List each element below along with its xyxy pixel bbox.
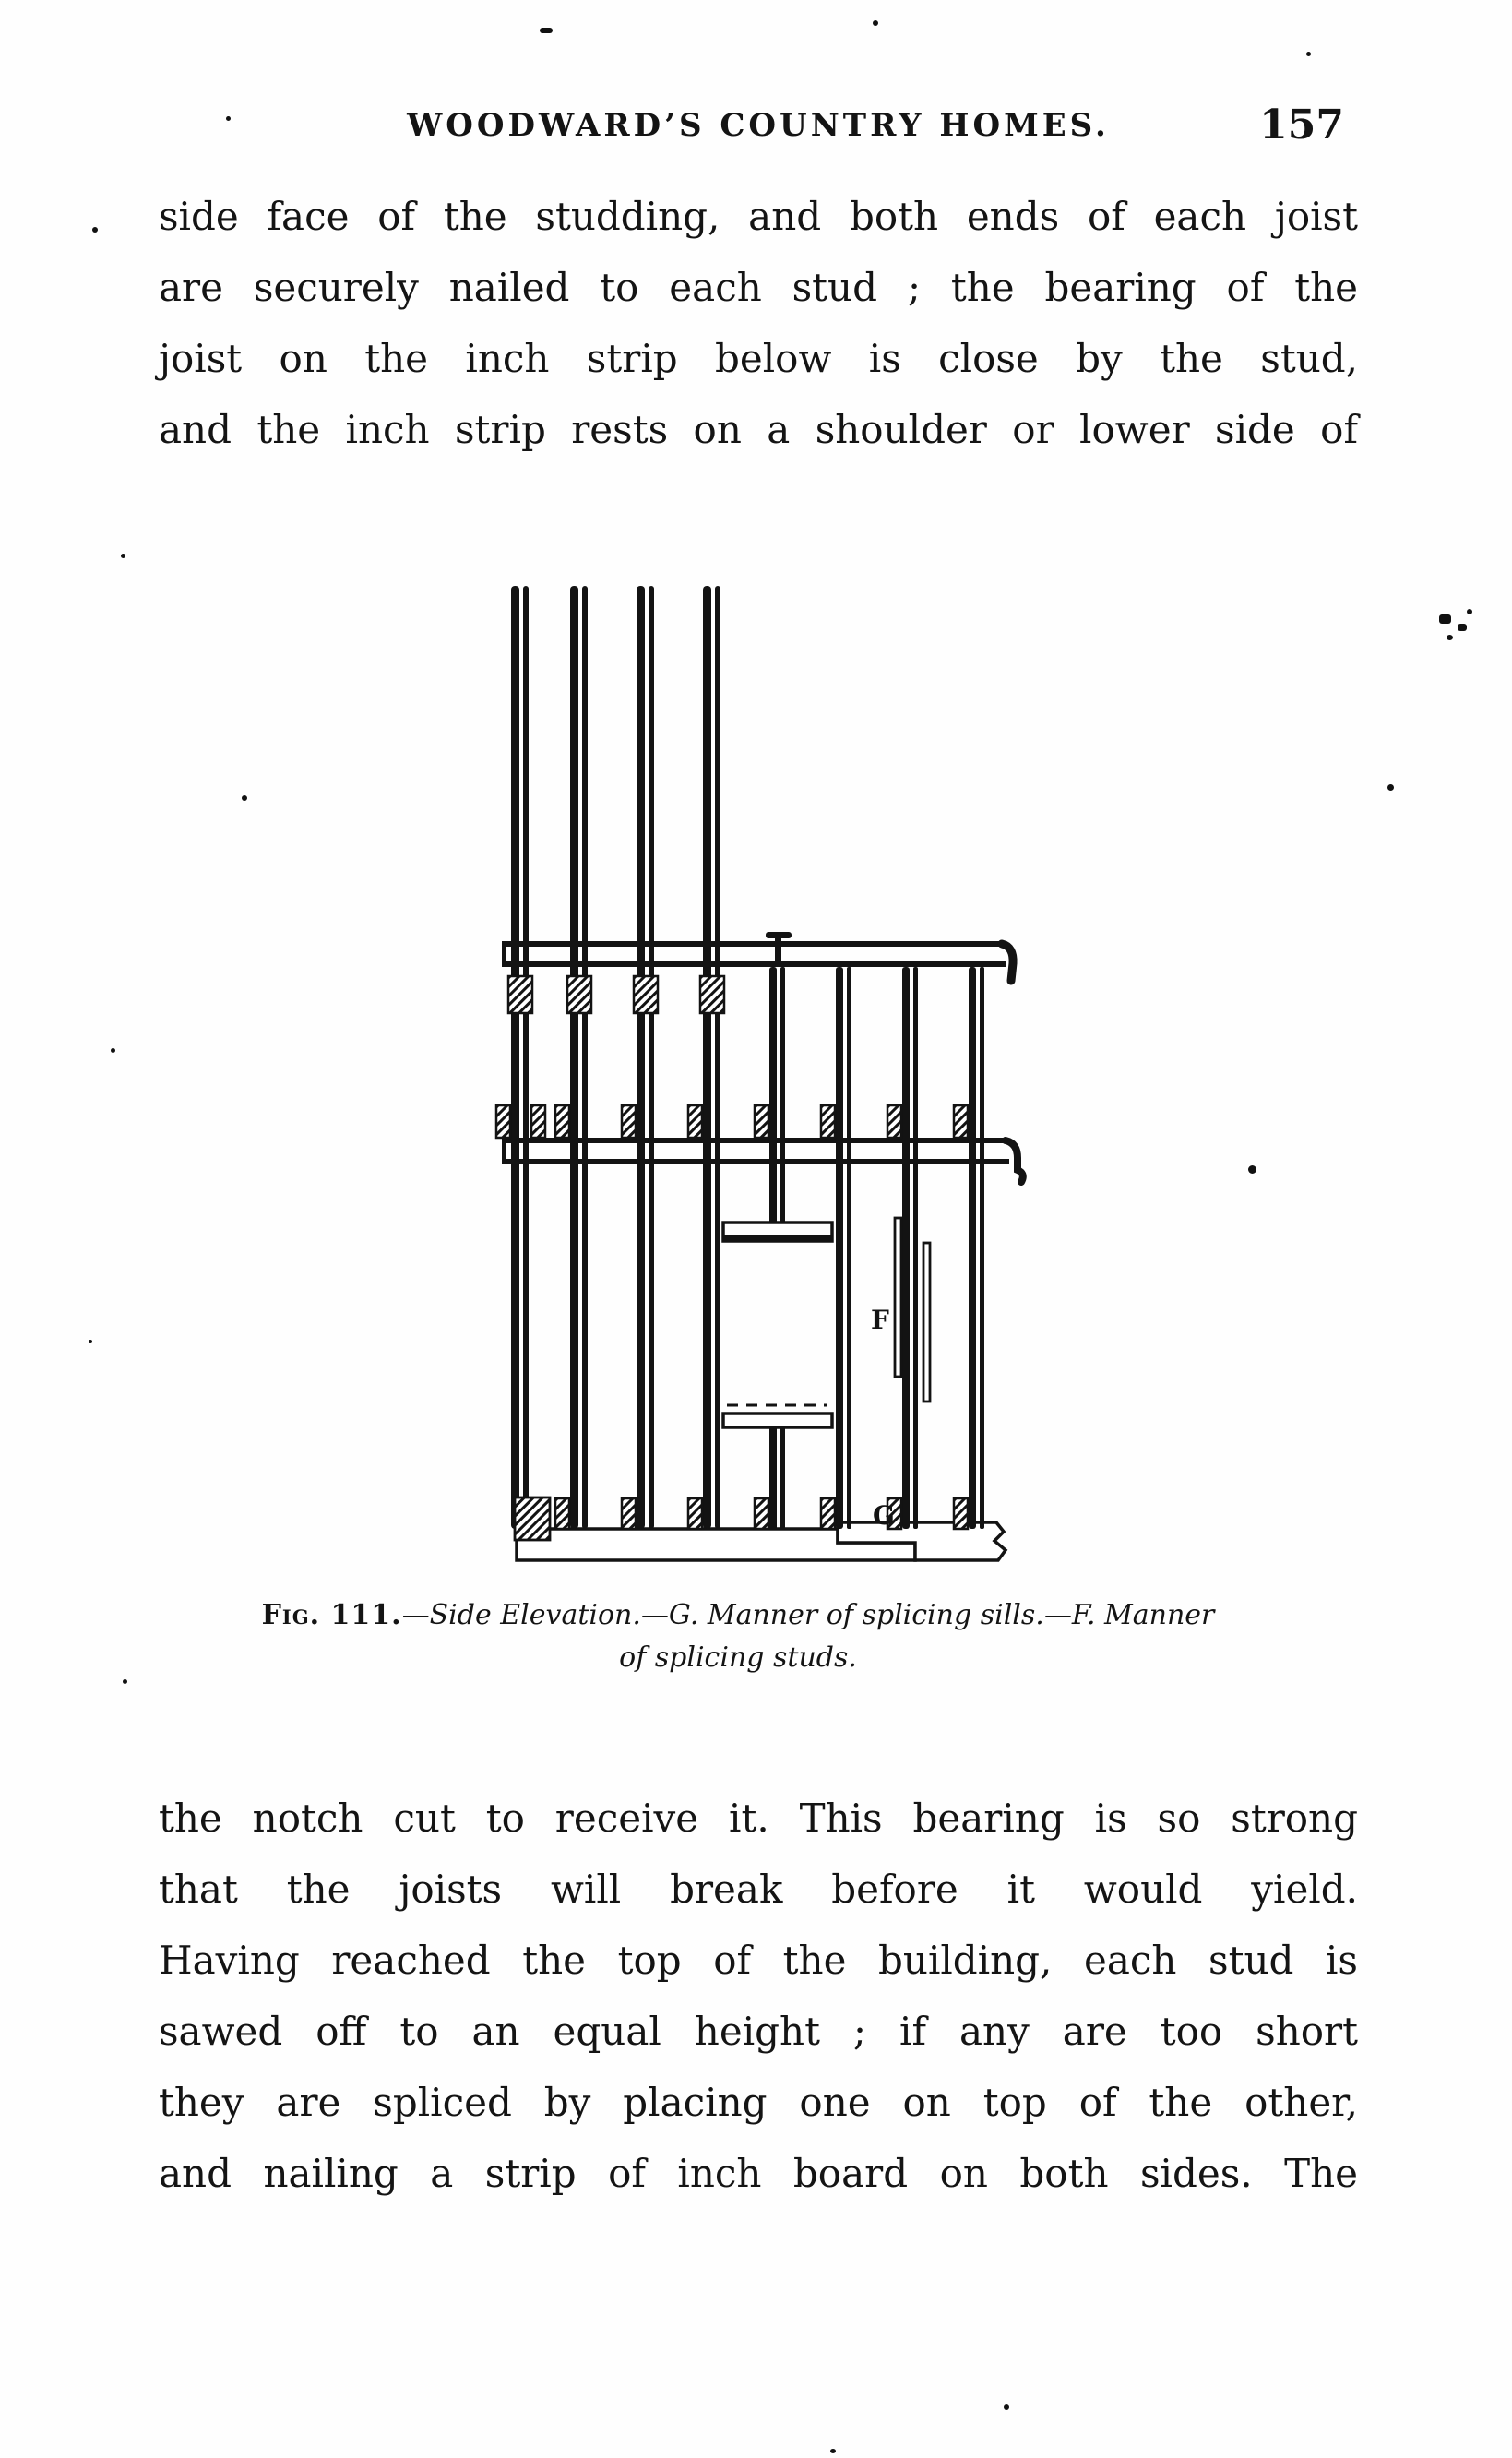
figure-caption	[129, 1594, 1347, 1679]
ink-speck	[123, 1679, 127, 1684]
window-cripple-stud	[769, 967, 785, 1529]
ink-speck	[1306, 52, 1311, 56]
window-sill	[723, 1414, 832, 1427]
text-line: sawed off to an equal height ; if any are too short	[159, 2009, 1358, 2054]
ink-speck	[540, 28, 553, 33]
figure-111-drawing	[489, 563, 1042, 1578]
figure-111	[489, 563, 1042, 1578]
text-line: and the inch strip rests on a shoulder or lower side of	[159, 407, 1358, 452]
text-line: they are spliced by placing one on top of the other,	[159, 2080, 1358, 2125]
tall-studs	[511, 586, 720, 1529]
label-g: G	[873, 1500, 895, 1531]
text-line: Having reached the top of the building, each stud is	[159, 1938, 1358, 1983]
text-line: are securely nailed to each stud ; the bearing of the	[159, 265, 1358, 310]
ink-blot	[1439, 614, 1451, 624]
text-line: and nailing a strip of inch board on both sides. The	[159, 2151, 1358, 2196]
ink-blot	[1447, 635, 1453, 640]
ink-speck	[111, 1048, 115, 1053]
window-opening	[723, 1223, 832, 1427]
ink-speck	[121, 554, 125, 558]
text-line: side face of the studding, and both ends of each joist	[159, 194, 1358, 239]
ink-blot	[1467, 609, 1472, 614]
sill-end-splice-block	[515, 1497, 550, 1540]
ink-speck	[89, 1340, 92, 1343]
ink-speck	[1248, 1165, 1256, 1174]
figure-caption-line-1	[129, 1594, 1347, 1637]
ink-speck	[242, 795, 247, 801]
page-number: 157	[1259, 101, 1344, 149]
stud-splice-strips	[895, 1218, 930, 1402]
top-plate	[502, 941, 1013, 981]
figure-caption-text: —Side Elevation.—G. Manner of splicing sills.—F. Manner	[401, 1599, 1215, 1631]
text-line: joist on the inch strip below is close by the stud,	[159, 336, 1358, 381]
ink-speck	[1004, 2404, 1009, 2410]
upper-joist-ends	[496, 1105, 968, 1138]
label-f: F	[871, 1305, 889, 1335]
paragraph-2	[159, 1783, 1358, 2209]
ribbon-strip	[502, 1138, 1023, 1182]
ink-speck	[830, 2449, 836, 2453]
lower-joist-ends	[531, 1498, 968, 1529]
ink-blot	[1458, 624, 1467, 631]
stud-splice-blocks	[508, 976, 724, 1013]
ink-speck	[1387, 784, 1394, 791]
text-line: the notch cut to receive it. This bearing is so strong	[159, 1796, 1358, 1841]
ink-speck	[873, 20, 878, 26]
short-studs	[769, 967, 984, 1529]
paragraph-1	[159, 181, 1358, 465]
ink-speck	[92, 227, 98, 233]
running-head-title: WOODWARD’S COUNTRY HOMES.	[407, 107, 1110, 144]
text-line: that the joists will break before it would yield.	[159, 1867, 1358, 1912]
ink-speck	[226, 116, 231, 121]
figure-number: Fig. 111.	[261, 1599, 402, 1631]
figure-caption-line-2: of splicing studs.	[619, 1641, 857, 1674]
